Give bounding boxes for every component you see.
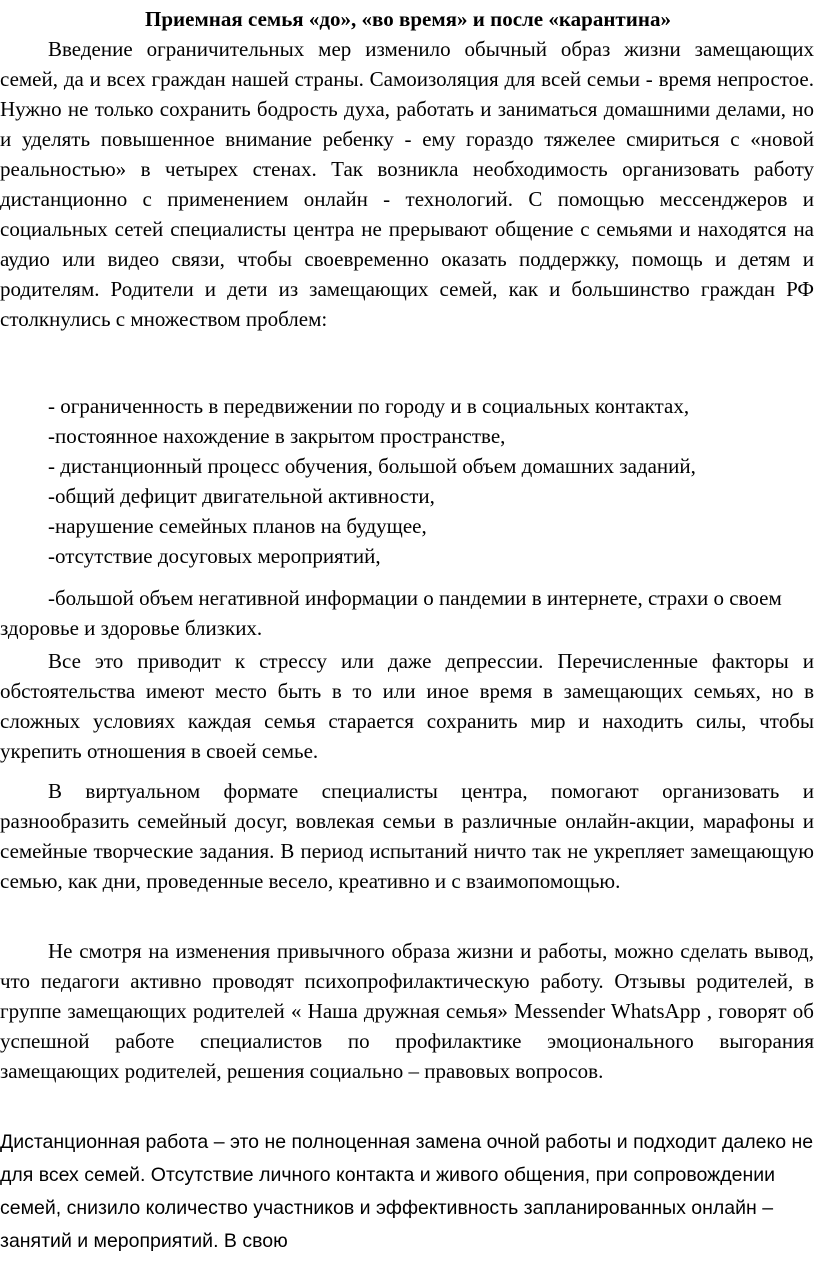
document-title: Приемная семья «до», «во время» и после «карантина» [145,7,671,31]
list-item: -общий дефицит двигательной активности, [48,484,435,508]
list-item: - ограниченность в передвижении по городу и в социальных контактах, [48,394,690,418]
paragraph-conclusion: Не смотря на изменения привычного образа жизни и работы, можно сделать вывод, что педагоги активно проводят психопрофилактическую работу. Отзывы родителей, в группе замещающих родителей « Наша дружная семья» Messender WhatsApp , говорят об успешной работе специалистов по профилактике эмоционального выгорания замещающих родителей, решения социально – правовых вопросов. [0,939,814,1083]
list-item: -постоянное нахождение в закрытом пространстве, [48,424,506,448]
list-item: -нарушение семейных планов на будущее, [48,514,427,538]
paragraph-stress: Все это приводит к стрессу или даже депрессии. Перечисленные факторы и обстоятельства имеют место быть в то или иное время в замещающих семьях, но в сложных условиях каждая семья старается сохранить мир и находить силы, чтобы укрепить отношения в своей семье. [0,649,814,763]
paragraph-remote-work: Дистанционная работа – это не полноценная замена очной работы и подходит далеко не для всех семей. Отсутствие личного контакта и живого общения, при сопровождении семей, снизило количество участников и эффективность запланированных онлайн – занятий и мероприятий. В свою [0,1131,814,1252]
list-item: - дистанционный процесс обучения, большой объем домашних заданий, [48,454,696,478]
list-item: -большой объем негативной информации о пандемии в интернете, страхи о своем здоровье и здоровье близких. [0,586,782,640]
list-item: -отсутствие досуговых мероприятий, [48,544,381,568]
paragraph-intro: Введение ограничительных мер изменило обычный образ жизни замещающих семей, да и всех граждан нашей страны. Самоизоляция для всей семьи - время непростое. Нужно не только сохранить бодрость духа, работать и заниматься домашними делами, но и уделять повышенное внимание ребенку - ему гораздо тяжелее смириться с «новой реальностью» в четырех стенах. Так возникла необходимость организовать работу дистанционно с применением онлайн - технологий. С помощью мессенджеров и социальных сетей специалисты центра не прерывают общение с семьями и находятся на аудио или видео связи, чтобы своевременно оказать поддержку, помощь и детям и родителям. Родители и дети из замещающих семей, как и большинство граждан РФ столкнулись с множеством проблем: [0,37,814,331]
paragraph-virtual-format: В виртуальном формате специалисты центра, помогают организовать и разнообразить семейный досуг, вовлекая семьи в различные онлайн-акции, марафоны и семейные творческие задания. В период испытаний ничто так не укрепляет замещающую семью, как дни, проведенные весело, креативно и с взаимопомощью. [0,779,814,893]
